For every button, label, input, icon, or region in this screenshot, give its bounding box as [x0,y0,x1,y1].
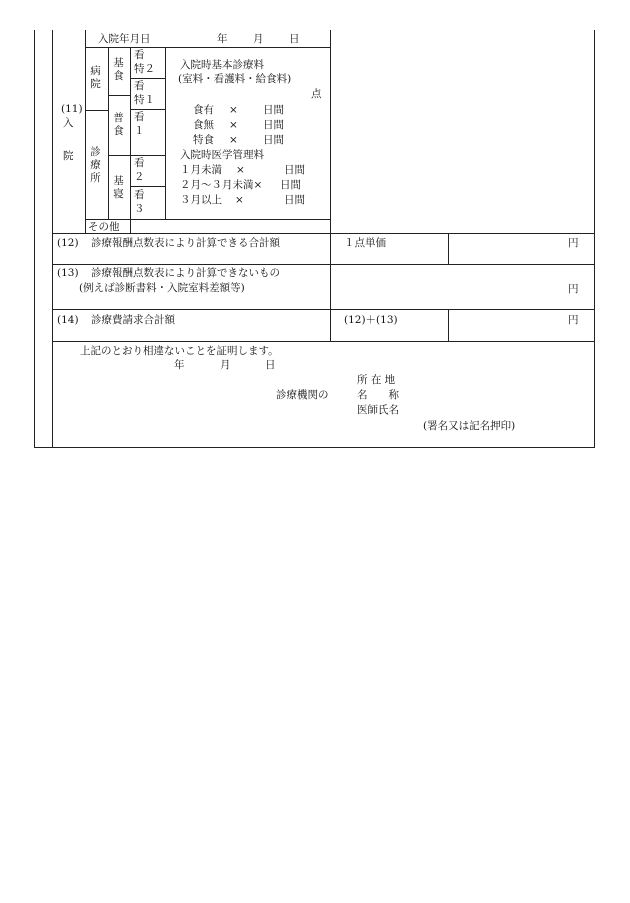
section-label-in: 院 [63,150,74,162]
sonota-label: その他 [88,221,120,233]
under-1m-days: 日間 [284,164,305,176]
kihon-shin-label: 基寝 [113,175,124,200]
section-number: (11) [61,103,83,115]
certify-month: 月 [220,359,231,371]
row13-number: (13) [57,267,79,279]
certify-seal-note: (署名又は記名押印) [423,420,516,432]
point-unit: 点 [311,88,322,100]
admission-month: 月 [253,33,264,45]
section-label-nyu: 入 [63,117,74,129]
basic-fee-title: 入院時基本診療料 [180,59,264,71]
row14-label: 診療費請求合計額 [91,314,175,326]
kihon-shoku-label: 基食 [113,57,124,82]
row14-formula: (12)＋(13) [344,314,398,326]
meal-yes-times: × [229,104,238,116]
meal-no-days: 日間 [263,119,284,131]
certify-statement: 上記のとおり相違ないことを証明します。 [80,345,279,357]
over-3m-times: × [235,194,244,206]
certify-address-label: 所 在 地 [357,374,396,386]
certify-name-label: 名 称 [357,389,399,401]
admission-day: 日 [289,33,300,45]
row14-number: (14) [57,314,79,326]
certify-doctor-label: 医師氏名 [357,404,399,416]
meal-special-days: 日間 [263,134,284,146]
certify-institution: 診療機関の [276,389,329,401]
over-3m: ３月以上 [180,194,222,206]
row12-yen: 円 [568,237,579,249]
row13-label: 診療報酬点数表により計算できないもの [91,267,280,279]
under-1m: １月未満 [180,164,222,176]
kan3-a: 看 [134,189,145,201]
row12-number: (12) [57,237,79,249]
certify-year: 年 [174,359,185,371]
hospital-label: 病院 [90,65,101,90]
row14-yen: 円 [568,314,579,326]
under-1m-times: × [236,164,245,176]
kan1-a: 看 [134,111,145,123]
over-3m-days: 日間 [284,194,305,206]
meal-yes: 食有 [193,104,214,116]
row12-unit-price: １点単価 [344,237,386,249]
admission-date-label: 入院年月日 [98,33,151,45]
row13-yen: 円 [568,283,579,295]
futsu-shoku-label: 普食 [113,112,124,137]
row12-label: 診療報酬点数表により計算できる合計額 [91,237,280,249]
meal-no: 食無 [193,119,214,131]
kan2-a: 看 [134,157,145,169]
meal-special: 特食 [193,134,214,146]
meal-special-times: × [229,134,238,146]
basic-fee-sub: (室料・看護料・給食料) [178,73,292,85]
kan-toku1-a: 看 [134,80,145,92]
medical-mgmt-title: 入院時医学管理料 [180,149,264,161]
kan-toku1-b: 特１ [134,94,155,106]
meal-yes-days: 日間 [263,104,284,116]
m2-3-days: 日間 [280,179,301,191]
certify-day: 日 [265,359,276,371]
row13-sub: (例えば診断書料・入院室料差額等) [79,282,245,294]
kan1-b: １ [134,125,145,137]
kan-toku2-a: 看 [134,49,145,61]
kan-toku2-b: 特２ [134,63,155,75]
kan2-b: ２ [134,171,145,183]
m2-3: ２月～３月未満× [180,179,263,191]
clinic-label: 診療所 [90,146,101,184]
admission-year: 年 [217,33,228,45]
kan3-b: ３ [134,203,145,215]
meal-no-times: × [229,119,238,131]
